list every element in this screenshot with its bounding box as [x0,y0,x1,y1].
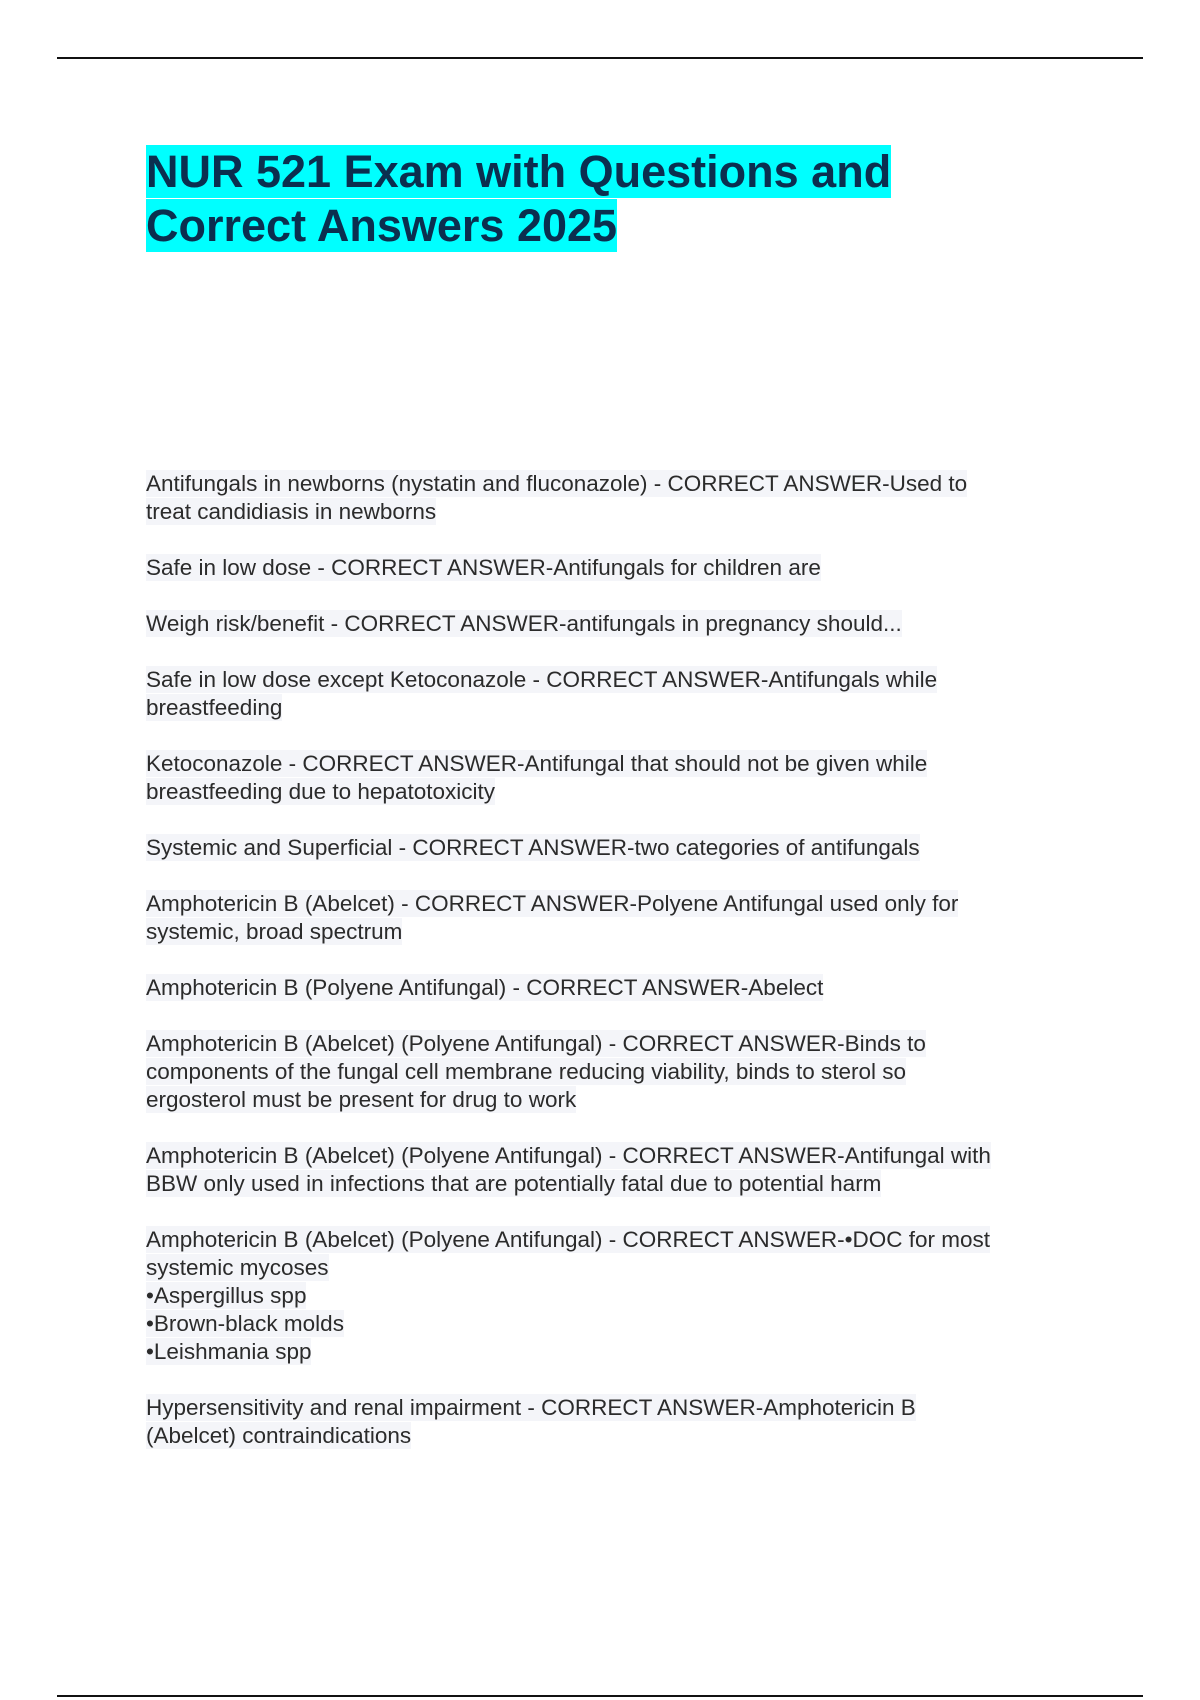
qa-line: Amphotericin B (Abelcet) (Polyene Antifungal) - CORRECT ANSWER-•DOC for most [146,1227,990,1252]
qa-list [146,470,1086,1478]
qa-line: (Abelcet) contraindications [146,1423,412,1448]
qa-line: systemic mycoses [146,1255,329,1280]
qa-line: Safe in low dose - CORRECT ANSWER-Antifungals for children are [146,555,821,580]
qa-line: Ketoconazole - CORRECT ANSWER-Antifungal that should not be given while [146,751,928,776]
qa-line: Weigh risk/benefit - CORRECT ANSWER-antifungals in pregnancy should... [146,611,902,636]
qa-line: components of the fungal cell membrane reducing viability, binds to sterol so [146,1059,906,1084]
bottom-rule [57,1695,1143,1697]
qa-item [146,1030,1086,1114]
qa-line: Amphotericin B (Abelcet) (Polyene Antifungal) - CORRECT ANSWER-Binds to [146,1031,926,1056]
qa-line: ergosterol must be present for drug to work [146,1087,577,1112]
qa-line: Amphotericin B (Polyene Antifungal) - CORRECT ANSWER-Abelect [146,975,824,1000]
top-rule [57,57,1143,59]
qa-line: Hypersensitivity and renal impairment - CORRECT ANSWER-Amphotericin B [146,1395,916,1420]
qa-item [146,1142,1086,1198]
qa-item [146,974,1086,1002]
qa-item [146,1226,1086,1366]
qa-line: treat candidiasis in newborns [146,499,437,524]
title-line-1: NUR 521 Exam with Questions and [146,146,892,197]
qa-line: Antifungals in newborns (nystatin and fluconazole) - CORRECT ANSWER-Used to [146,471,968,496]
qa-item [146,834,1086,862]
qa-line: breastfeeding due to hepatotoxicity [146,779,495,804]
qa-line: BBW only used in infections that are potentially fatal due to potential harm [146,1171,882,1196]
qa-item [146,610,1086,638]
qa-item [146,890,1086,946]
qa-item [146,750,1086,806]
bullet-item: •Brown-black molds [146,1311,344,1336]
bullet-item: •Leishmania spp [146,1339,312,1364]
bullet-item: •Aspergillus spp [146,1283,307,1308]
qa-line: Systemic and Superficial - CORRECT ANSWER-two categories of antifungals [146,835,920,860]
qa-item [146,666,1086,722]
qa-line: Amphotericin B (Abelcet) - CORRECT ANSWER-Polyene Antifungal used only for [146,891,959,916]
qa-line: Amphotericin B (Abelcet) (Polyene Antifungal) - CORRECT ANSWER-Antifungal with [146,1143,991,1168]
qa-line: Safe in low dose except Ketoconazole - CORRECT ANSWER-Antifungals while [146,667,938,692]
page-title [146,145,1046,253]
qa-line: breastfeeding [146,695,283,720]
qa-item [146,554,1086,582]
title-line-2: Correct Answers 2025 [146,200,618,251]
qa-item [146,1394,1086,1450]
qa-item [146,470,1086,526]
qa-line: systemic, broad spectrum [146,919,403,944]
